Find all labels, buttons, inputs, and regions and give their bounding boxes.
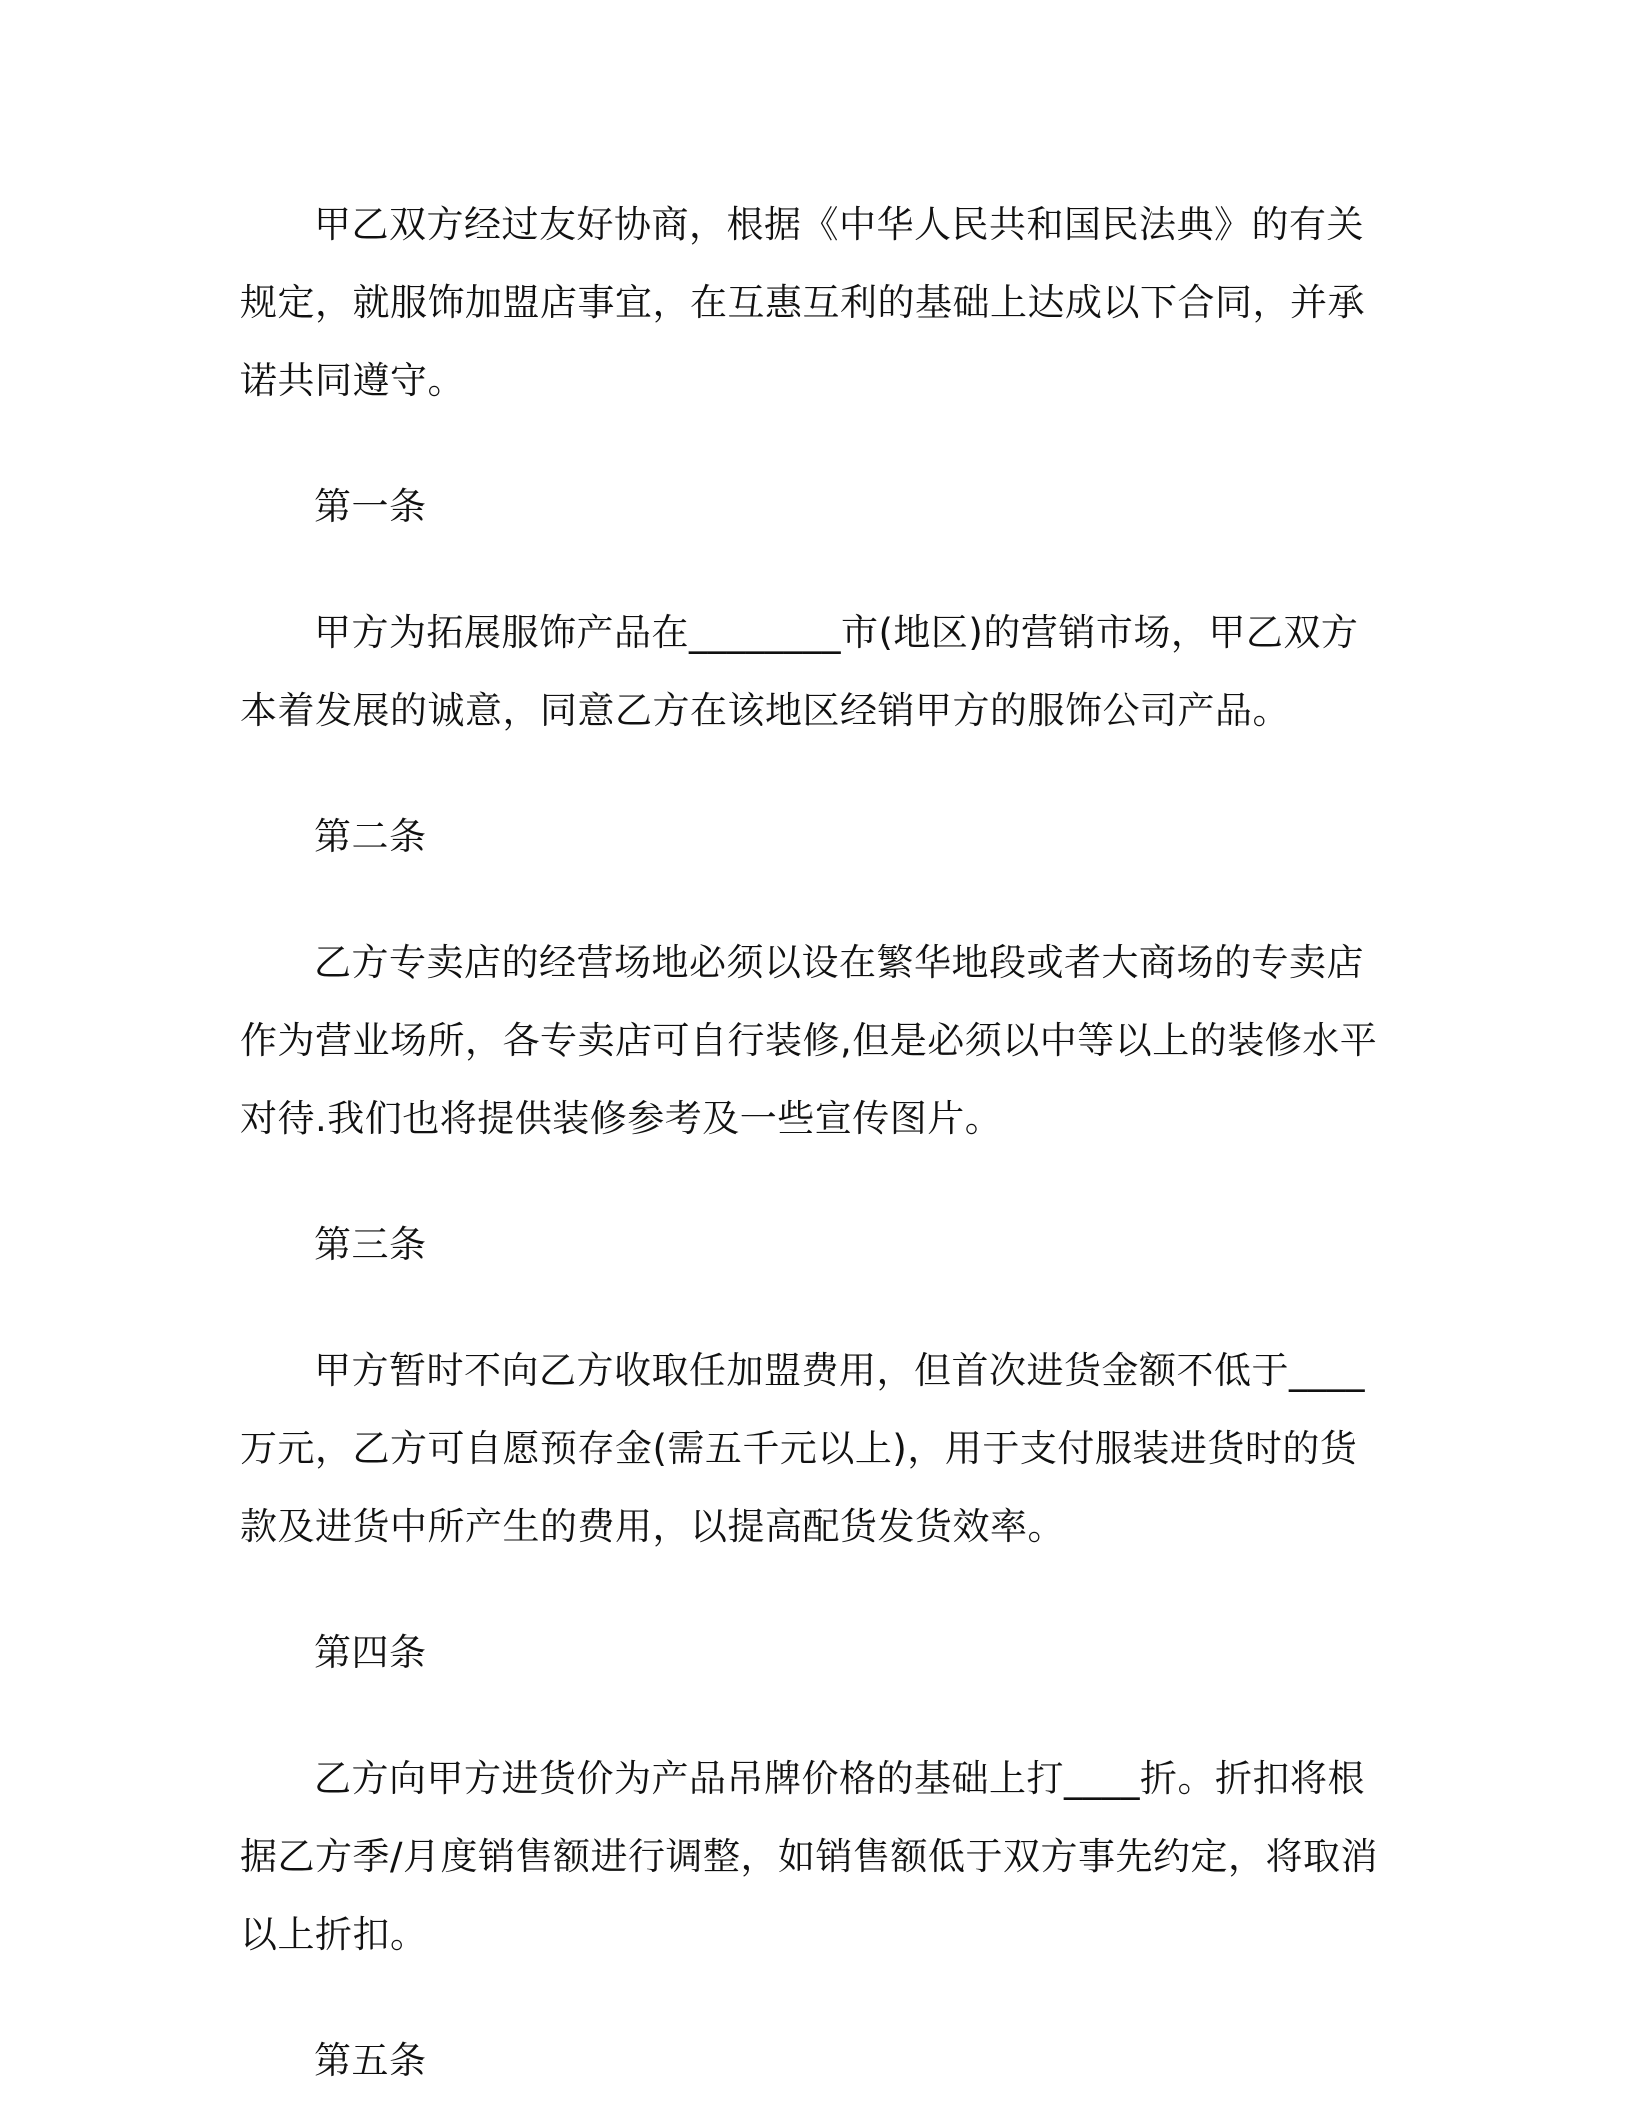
spacer: [240, 1158, 1390, 1206]
article-1-heading: 第一条: [314, 485, 427, 528]
spacer: [240, 420, 1390, 468]
spacer: [240, 1566, 1390, 1614]
article-5-heading: 第五条: [314, 2039, 427, 2082]
article-3-paragraph: 甲方暂时不向乙方收取任加盟费用，但首次进货金额不低于____万元，乙方可自愿预存金(需五千元以上)，用于支付服装进货时的货款及进货中所产生的费用，以提高配货发货效率。: [240, 1349, 1365, 1548]
spacer: [240, 1974, 1390, 2022]
spacer: [240, 1692, 1390, 1740]
article-1-paragraph: 甲方为拓展服饰产品在________市(地区)的营销市场，甲乙双方本着发展的诚意，同意乙方在该地区经销甲方的服饰公司产品。: [240, 611, 1359, 732]
spacer: [240, 1284, 1390, 1332]
document-body: [240, 186, 1390, 2100]
spacer: [240, 876, 1390, 924]
spacer: [240, 546, 1390, 594]
preamble-paragraph: 甲乙双方经过友好协商，根据《中华人民共和国民法典》的有关规定，就服饰加盟店事宜，在互惠互利的基础上达成以下合同，并承诺共同遵守。: [240, 203, 1365, 402]
article-4-heading: 第四条: [314, 1631, 427, 1674]
article-2-heading: 第二条: [314, 815, 427, 858]
article-3-heading: 第三条: [314, 1223, 427, 1266]
spacer: [240, 750, 1390, 798]
article-2-paragraph: 乙方专卖店的经营场地必须以设在繁华地段或者大商场的专卖店作为营业场所，各专卖店可自行装修,但是必须以中等以上的装修水平对待.我们也将提供装修参考及一些宣传图片。: [240, 941, 1378, 1140]
article-4-paragraph: 乙方向甲方进货价为产品吊牌价格的基础上打____折。折扣将根据乙方季/月度销售额进行调整，如销售额低于双方事先约定，将取消以上折扣。: [240, 1757, 1378, 1956]
